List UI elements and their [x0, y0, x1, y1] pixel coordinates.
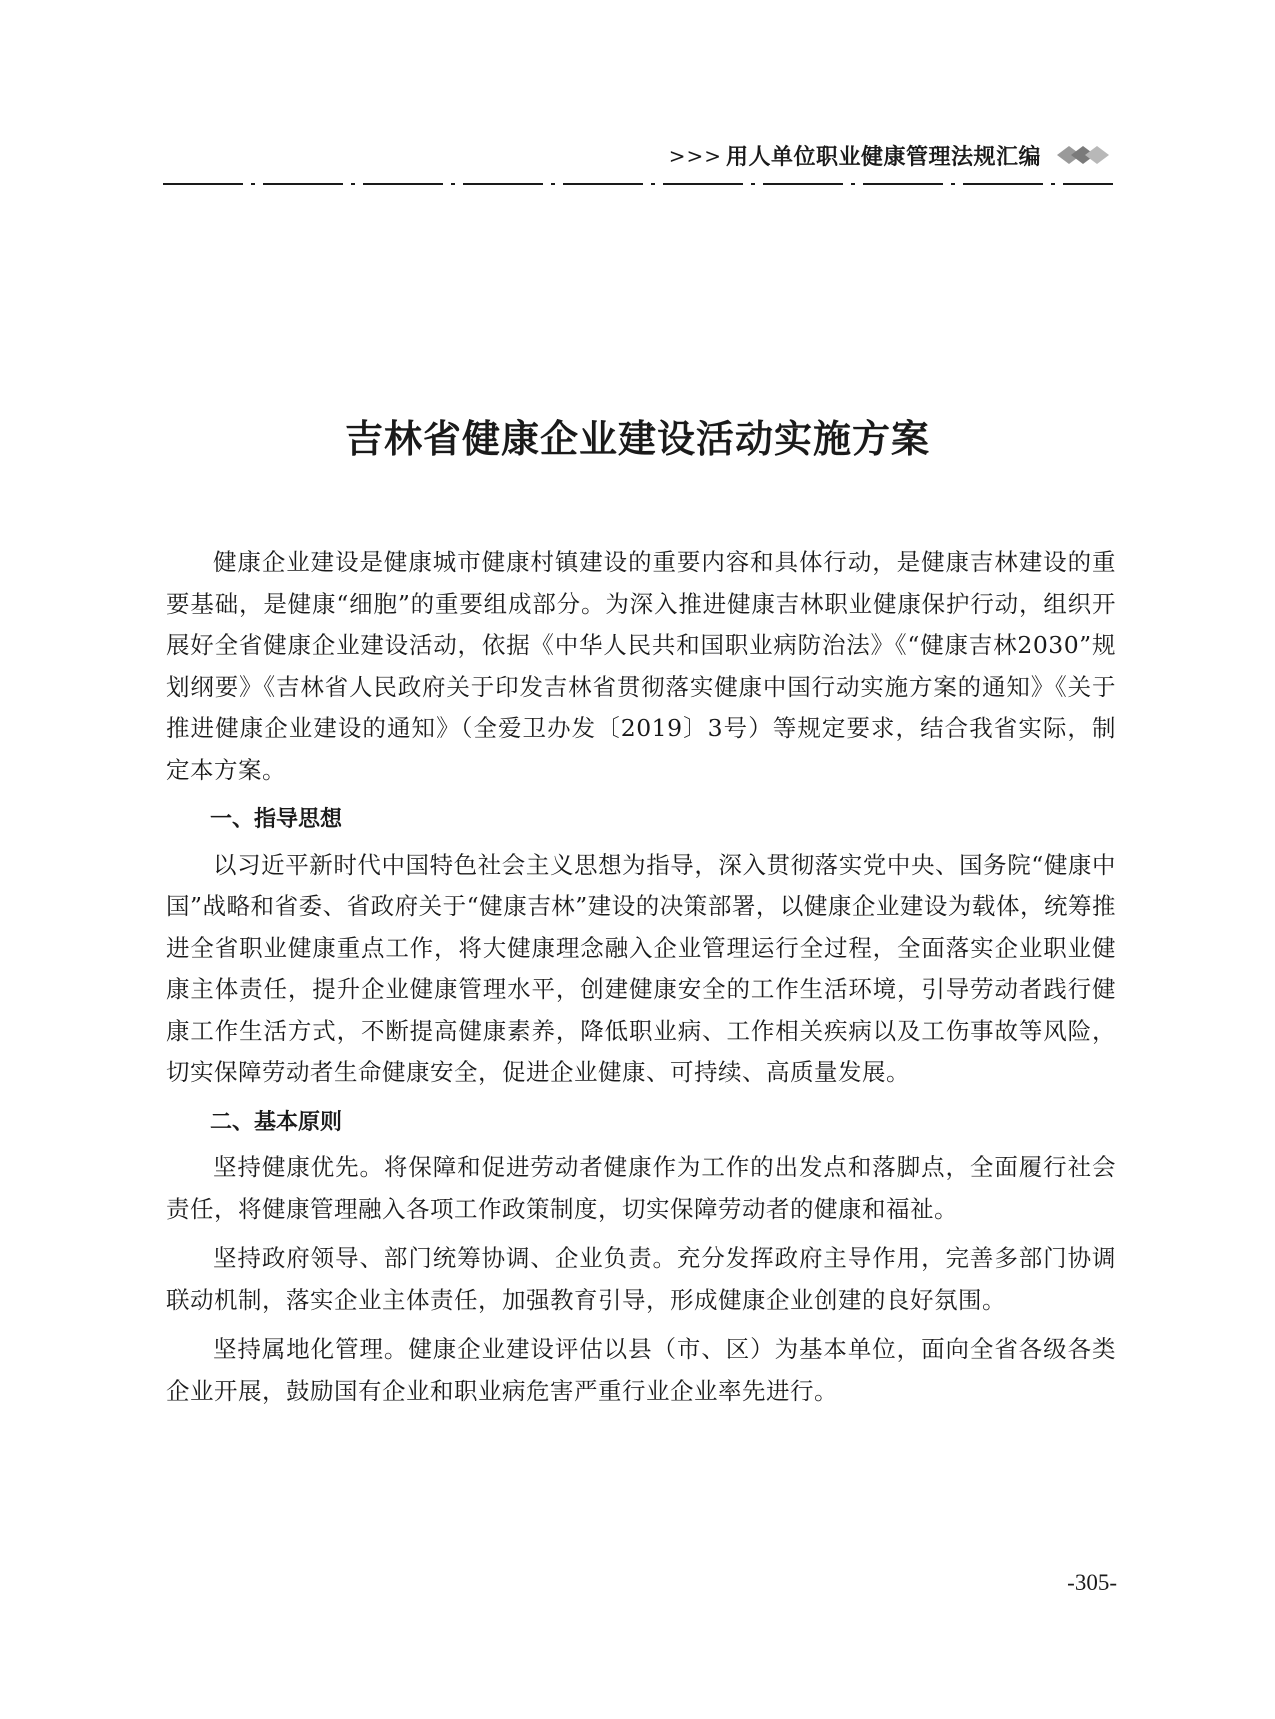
section-heading-basic-principles: 二、基本原则: [210, 1109, 343, 1135]
running-title-line: [669, 140, 1041, 171]
running-header: [163, 134, 1113, 184]
document-title: 吉林省健康企业建设活动实施方案: [344, 416, 930, 461]
intro-paragraph: 健康企业建设是健康城市健康村镇建设的重要内容和具体行动，是健康吉林建设的重要基础，是健康“细胞”的重要组成部分。为深入推进健康吉林职业健康保护行动，组织开展好全省健康企业建设活动，依据《中华人民共和国职业病防治法》《“健康吉林2030”规划纲要》《吉林省人民政府关于印发吉林省贯彻落实健康中国行动实施方案的通知》《关于推进健康企业建设的通知》（全爱卫办发〔2019〕3号）等规定要求，结合我省实际，制定本方案。: [166, 548, 1116, 784]
header-rule: [163, 181, 1113, 187]
page-number: -305-: [1067, 1570, 1117, 1595]
principle-paragraph-2: 坚持政府领导、部门统筹协调、企业负责。充分发挥政府主导作用，完善多部门协调联动机制，落实企业主体责任，加强教育引导，形成健康企业创建的良好氛围。: [166, 1244, 1116, 1314]
section-heading-guiding-ideology: 一、指导思想: [210, 807, 343, 832]
diamond-ornament-icon: [1049, 142, 1113, 168]
principle-paragraph-1: 坚持健康优先。将保障和促进劳动者健康作为工作的出发点和落脚点，全面履行社会责任，将健康管理融入各项工作政策制度，切实保障劳动者的健康和福祉。: [166, 1153, 1116, 1223]
guiding-ideology-paragraph: 以习近平新时代中国特色社会主义思想为指导，深入贯彻落实党中央、国务院“健康中国”战略和省委、省政府关于“健康吉林”建设的决策部署，以健康企业建设为载体，统筹推进全省职业健康重点工作，将大健康理念融入企业管理运行全过程，全面落实企业职业健康主体责任，提升企业健康管理水平，创建健康安全的工作生活环境，引导劳动者践行健康工作生活方式，不断提高健康素养，降低职业病、工作相关疾病以及工伤事故等风险，切实保障劳动者生命健康安全，促进企业健康、可持续、高质量发展。: [166, 850, 1116, 1086]
principle-paragraph-3: 坚持属地化管理。健康企业建设评估以县（市、区）为基本单位，面向全省各级各类企业开展，鼓励国有企业和职业病危害严重行业企业率先进行。: [166, 1335, 1116, 1405]
document-body: [166, 542, 1116, 1420]
header-arrows: >>>: [668, 143, 722, 168]
running-title: 用人单位职业健康管理法规汇编: [725, 144, 1041, 170]
